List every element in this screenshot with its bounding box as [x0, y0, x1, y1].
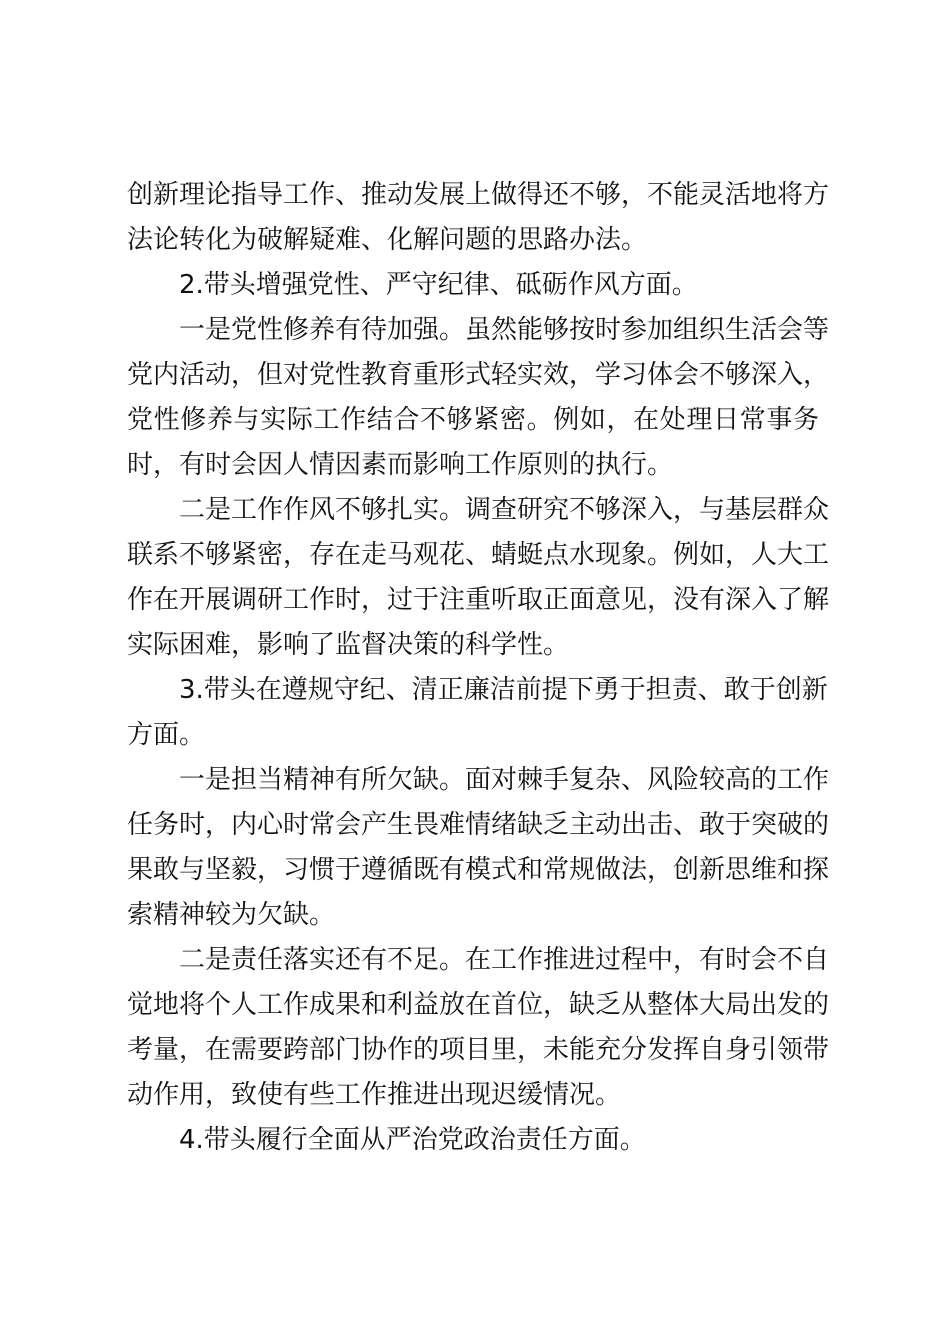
text-line: 觉地将个人工作成果和利益放在首位，缺乏从整体大局出发的 [127, 990, 830, 1020]
text-line: 时，有时会因人情因素而影响工作原则的执行。 [127, 450, 674, 480]
section-heading: 2.带头增强党性、严守纪律、砥砺作风方面。 [179, 270, 698, 300]
text-line: 一是担当精神有所欠缺。面对棘手复杂、风险较高的工作 [179, 765, 830, 795]
document-body [127, 173, 830, 1163]
section-heading: 4.带头履行全面从严治党政治责任方面。 [179, 1125, 646, 1155]
text-line: 作在开展调研工作时，过于注重听取正面意见，没有深入了解 [127, 585, 830, 615]
text-line: 创新理论指导工作、推动发展上做得还不够，不能灵活地将方 [127, 180, 830, 210]
section-heading-continued: 方面。 [127, 720, 206, 750]
text-line: 动作用，致使有些工作推进出现迟缓情况。 [127, 1080, 622, 1110]
text-line: 索精神较为欠缺。 [127, 900, 336, 930]
text-line: 任务时，内心时常会产生畏难情绪缺乏主动出击、敢于突破的 [127, 810, 830, 840]
text-line: 二是工作作风不够扎实。调查研究不够深入，与基层群众 [179, 495, 830, 525]
text-line: 党性修养与实际工作结合不够紧密。例如，在处理日常事务 [127, 405, 819, 435]
text-line: 法论转化为破解疑难、化解问题的思路办法。 [127, 225, 648, 255]
text-line: 二是责任落实还有不足。在工作推进过程中，有时会不自 [179, 945, 830, 975]
text-line: 果敢与坚毅，习惯于遵循既有模式和常规做法，创新思维和探 [127, 855, 830, 885]
text-line: 考量，在需要跨部门协作的项目里，未能充分发挥自身引领带 [127, 1035, 830, 1065]
text-line: 实际困难，影响了监督决策的科学性。 [127, 630, 570, 660]
text-line: 党内活动，但对党性教育重形式轻实效，学习体会不够深入， [127, 360, 830, 390]
section-heading: 3.带头在遵规守纪、清正廉洁前提下勇于担责、敢于创新 [179, 675, 828, 705]
text-line: 联系不够紧密，存在走马观花、蜻蜓点水现象。例如，人大工 [127, 540, 830, 570]
text-line: 一是党性修养有待加强。虽然能够按时参加组织生活会等 [179, 315, 830, 345]
